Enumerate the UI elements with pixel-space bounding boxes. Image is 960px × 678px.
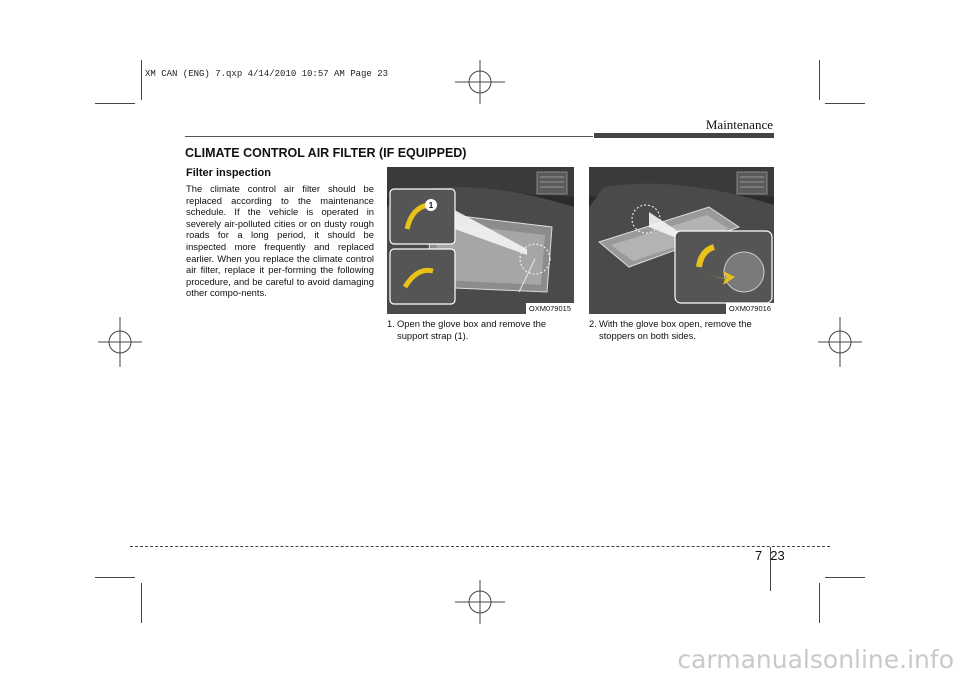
chapter-number: 7 [755, 548, 763, 563]
step-1-text-line1: Open the glove box and remove the [397, 318, 547, 329]
section-title: CLIMATE CONTROL AIR FILTER (IF EQUIPPED) [185, 146, 467, 160]
glove-box-stopper-illustration [589, 167, 774, 314]
figure-1 [387, 167, 574, 314]
glove-box-illustration [387, 167, 574, 314]
figure-2 [589, 167, 774, 314]
registration-mark-bottom [455, 580, 505, 624]
step-1-text-line2: support strap (1). [397, 329, 469, 341]
registration-mark-right [818, 317, 862, 367]
step-2 [589, 318, 777, 341]
running-head: Maintenance [705, 117, 773, 132]
page-number [755, 548, 785, 563]
subheading: Filter inspection [186, 167, 271, 179]
step-2-text-line2: stoppers on both sides. [599, 329, 696, 341]
registration-mark-left [98, 317, 142, 367]
print-slug: XM CAN (ENG) 7.qxp 4/14/2010 10:57 AM Page 23 [145, 69, 389, 79]
watermark: carmanualsonline.info [677, 645, 954, 674]
figure-1-code: OXM079015 [526, 303, 574, 314]
figure-2-code: OXM079016 [726, 303, 774, 314]
footer-rule [130, 546, 830, 547]
body-paragraph: The climate control air filter should be replaced according to the maintenance schedule. If the vehicle is operated in severely air-polluted cities or on dusty rough roads for a long period, it should be inspected more frequently and replaced earlier. When you replace the climate control air filter, replace it per-forming the following procedure, and be careful to avoid damaging other compo-nents. [186, 183, 374, 299]
header-rule [185, 136, 593, 137]
step-2-text-line1: With the glove box open, remove the [599, 318, 752, 329]
figure-1-callout: 1 [428, 201, 434, 210]
step-2-number: 2. [589, 318, 597, 329]
step-1 [387, 318, 575, 341]
header-rule-accent [594, 133, 774, 138]
registration-mark-top [455, 60, 505, 104]
page-number-value: 23 [770, 548, 785, 563]
step-1-number: 1. [387, 318, 395, 329]
